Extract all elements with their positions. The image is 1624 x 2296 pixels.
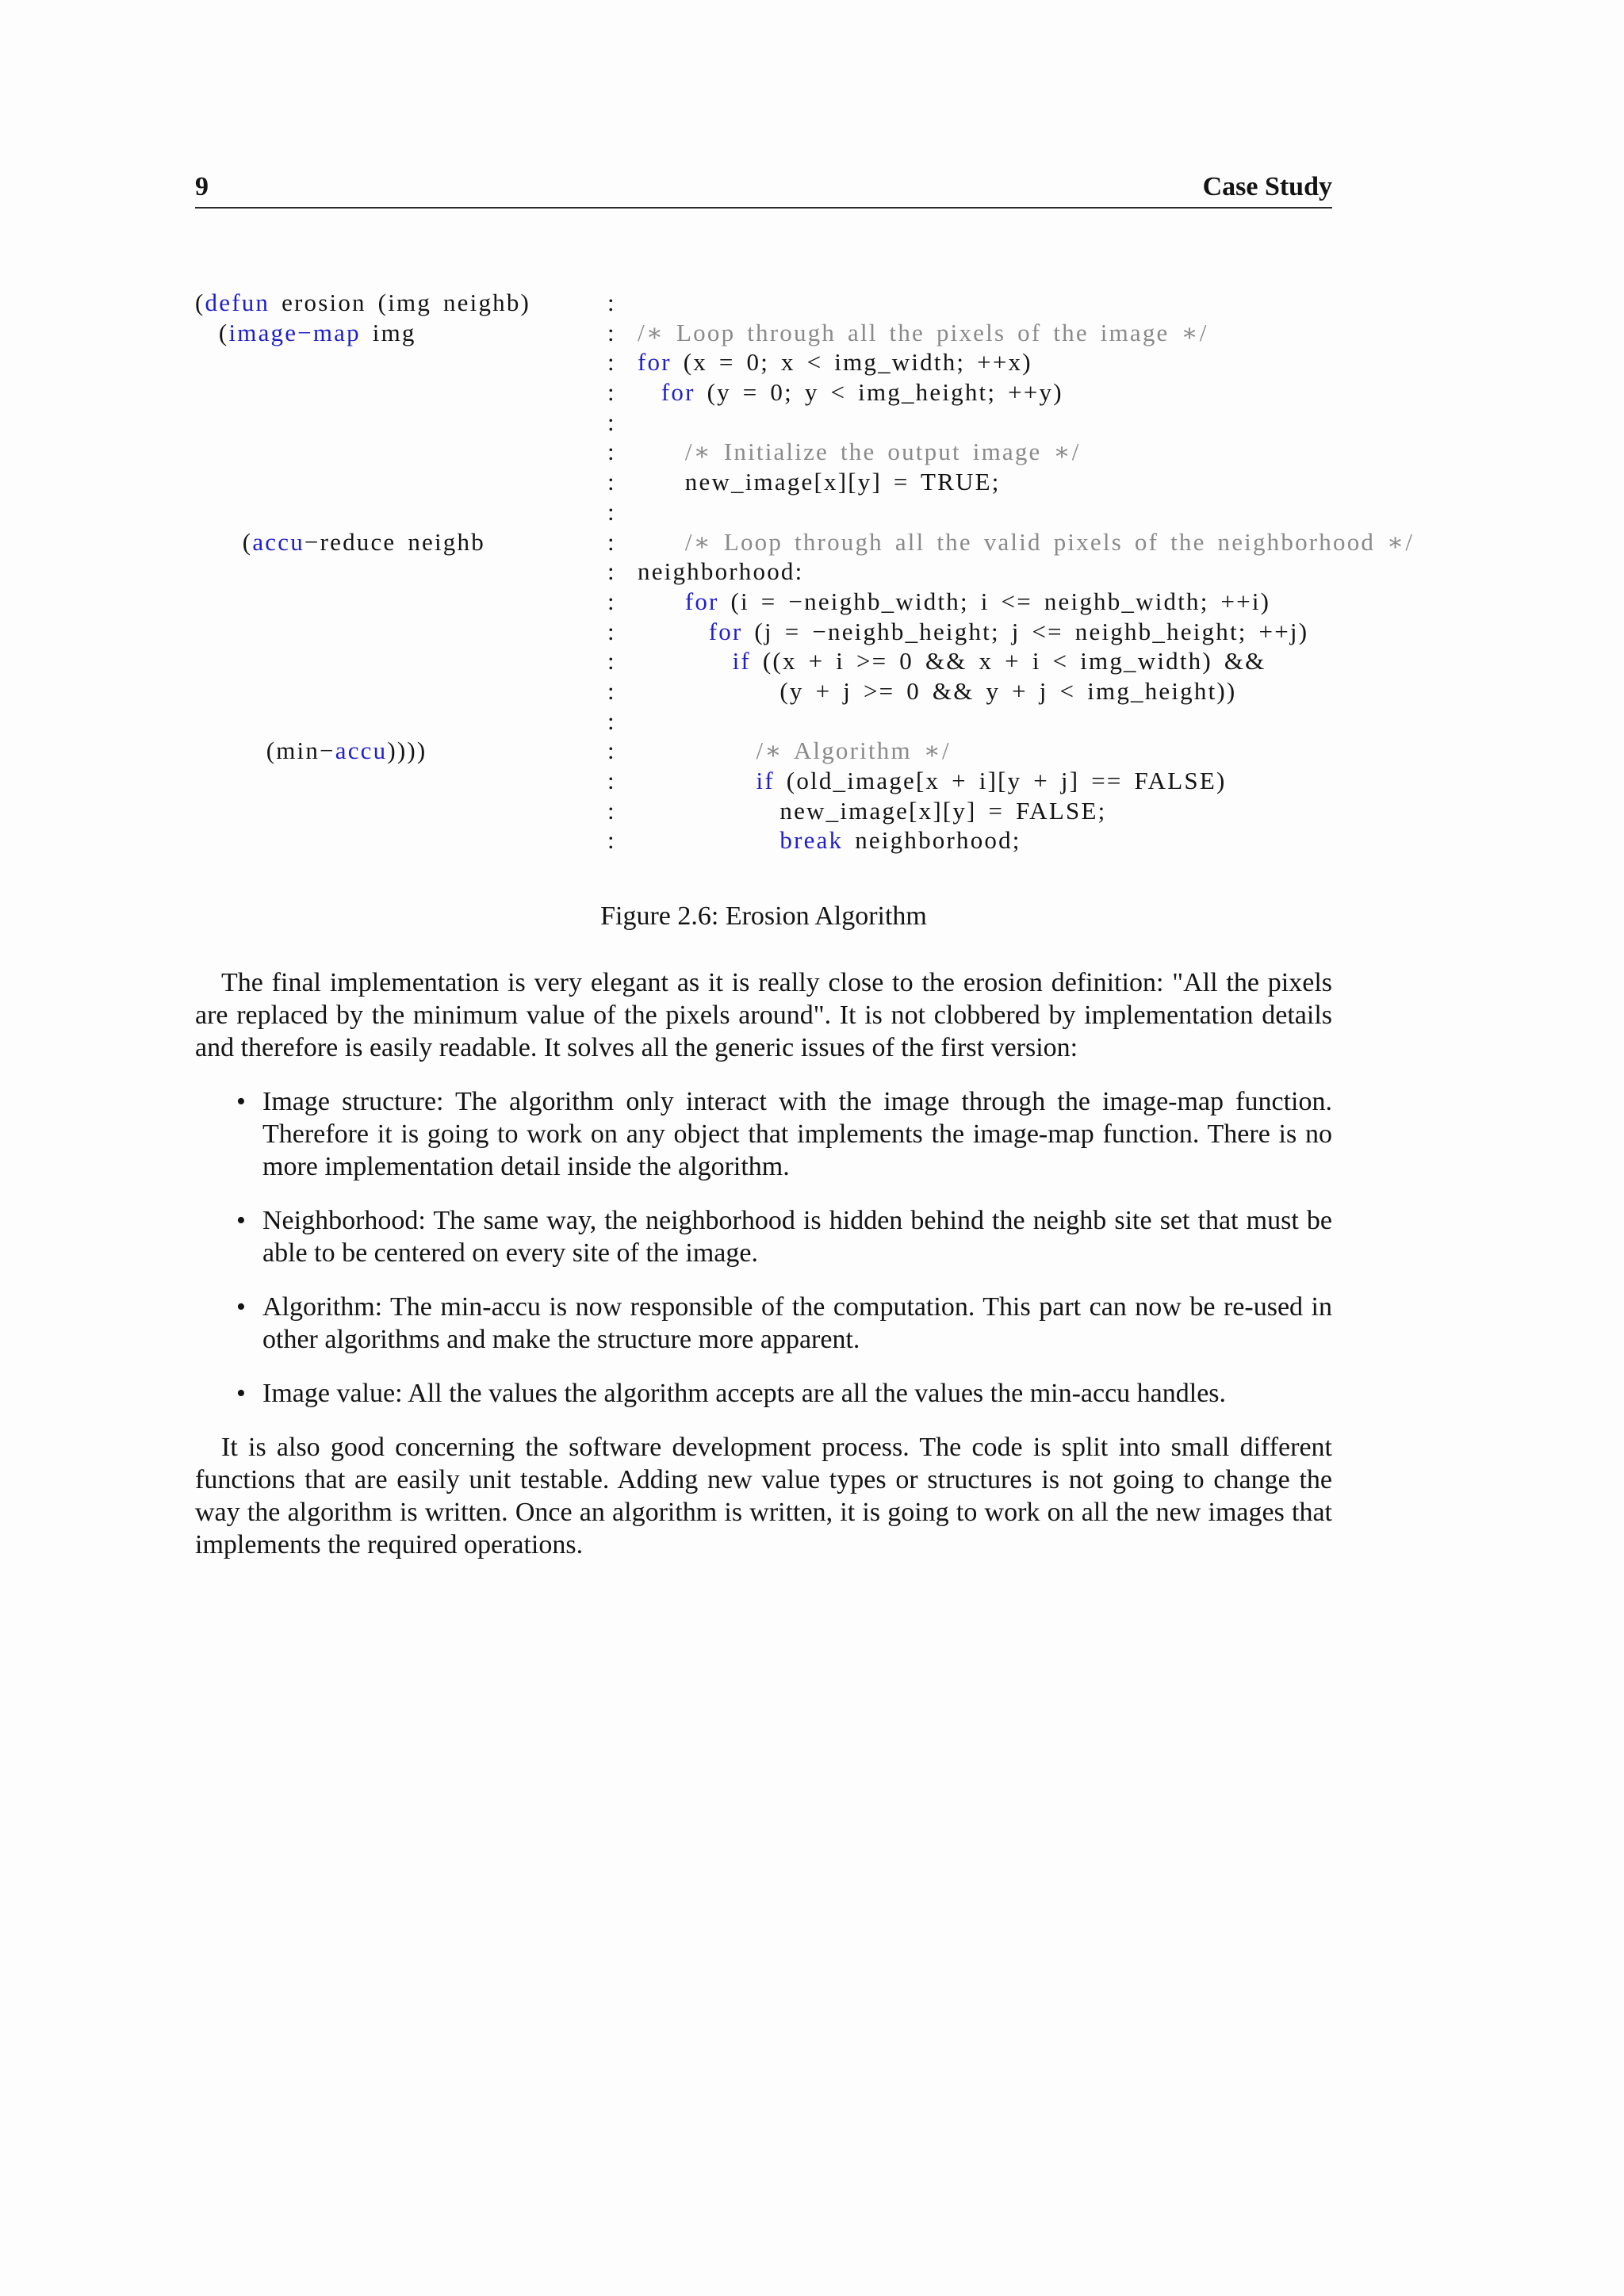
c-code: [638, 378, 1063, 407]
code-comment: /∗ Initialize the output image ∗/: [684, 438, 1081, 466]
column-separator: :: [607, 557, 616, 586]
column-separator: :: [607, 767, 616, 794]
lisp-code: [195, 289, 530, 317]
code-keyword: if: [732, 647, 751, 675]
code-line: [195, 438, 1591, 468]
column-separator: :: [607, 497, 616, 526]
code-token: (: [195, 289, 205, 316]
bullet-icon: •: [236, 1292, 246, 1322]
c-code: [638, 647, 1266, 675]
list-item: [195, 1085, 1332, 1183]
figure-caption: Figure 2.6: Erosion Algorithm: [600, 901, 927, 931]
code-token: (: [195, 527, 253, 556]
code-token: [638, 618, 709, 645]
code-token: img: [360, 318, 416, 346]
code-token: ((x + i >= 0 && x + i < img_width) &&: [750, 647, 1266, 675]
code-comment: /∗ Loop through all the valid pixels of the neighborhood ∗/: [684, 527, 1415, 556]
c-code: [638, 618, 1308, 646]
code-keyword: defun: [205, 289, 270, 316]
code-token: [638, 528, 685, 556]
code-line: [195, 677, 1591, 707]
column-separator: :: [607, 408, 616, 436]
code-line: [195, 348, 1591, 378]
code-keyword: accu: [335, 737, 388, 765]
column-separator: :: [607, 617, 616, 645]
code-line: [195, 647, 1591, 677]
code-keyword: for: [638, 348, 672, 377]
code-line: [195, 528, 1591, 558]
column-separator: :: [607, 737, 616, 765]
c-code: [638, 797, 1106, 825]
column-separator: :: [607, 318, 616, 346]
code-token: new_image[x][y] = TRUE;: [638, 468, 1001, 496]
list-item: [195, 1204, 1332, 1269]
code-line: [195, 319, 1591, 349]
body-text: [195, 966, 1332, 1561]
bullet-icon: •: [236, 1206, 246, 1235]
column-separator: :: [607, 348, 616, 377]
list-item: [195, 1377, 1332, 1410]
lisp-code: [195, 319, 416, 347]
paragraph: The final implementation is very elegant as it is really close to the erosion definition: "All the pixels are replaced by the minimum value of the pixels around". It is not clobbered by implementation details and therefore is easily readable. It solves all the generic issues of the first version:: [195, 968, 1332, 1062]
c-code: [638, 767, 1227, 795]
c-code: [638, 468, 1001, 496]
code-line: [195, 587, 1591, 618]
code-listing: [195, 289, 1591, 856]
code-token: [638, 378, 661, 406]
code-token: [638, 647, 733, 675]
column-separator: :: [607, 527, 616, 556]
code-token: [638, 587, 685, 615]
code-keyword: for: [661, 378, 695, 407]
code-comment: /∗ Loop through all the pixels of the image ∗/: [638, 318, 1208, 346]
c-code: [638, 557, 803, 586]
column-separator: :: [607, 378, 616, 407]
paragraph: It is also good concerning the software development process. The code is split into small different functions that are easily unit testable. Adding new value types or structures is not going to change the way the algorithm is written. Once an algorithm is written, it is going to work on all the new images that implements the required operations.: [195, 1433, 1332, 1559]
c-code: [638, 677, 1236, 706]
column-separator: :: [607, 587, 616, 615]
code-token: (: [195, 318, 229, 346]
code-line: [195, 378, 1591, 408]
page-number: 9: [195, 172, 209, 201]
code-keyword: for: [708, 617, 743, 645]
c-code: [638, 319, 1208, 347]
column-separator: :: [607, 289, 616, 316]
code-token: (i = −neighb_width; i <= neighb_width; ++i): [718, 587, 1271, 615]
lisp-code: [195, 737, 427, 765]
code-token: (old_image[x + i][y + j] == FALSE): [774, 767, 1227, 794]
code-token: (j = −neighb_height; j <= neighb_height; ++j): [742, 617, 1309, 645]
code-keyword: if: [756, 767, 775, 794]
bullet-icon: •: [236, 1379, 246, 1408]
c-code: [638, 528, 1414, 557]
section-title: Case Study: [1202, 172, 1332, 201]
code-line: [195, 767, 1591, 797]
c-code: [638, 737, 951, 765]
running-header: [195, 171, 1332, 209]
code-line: [195, 468, 1591, 498]
code-token: −reduce neighb: [304, 527, 485, 556]
code-line: [195, 826, 1591, 856]
list-item-text: Image value: All the values the algorithm accepts are all the values the min-accu handles.: [262, 1379, 1227, 1408]
code-token: neighborhood:: [638, 557, 804, 586]
list-item-text: Algorithm: The min-accu is now responsible of the computation. This part can now be re-used in other algorithms and make the structure more apparent.: [262, 1292, 1332, 1354]
code-line: [195, 707, 1591, 737]
code-token: erosion (img neighb): [270, 289, 531, 316]
code-token: )))): [387, 737, 427, 765]
lisp-code: [195, 528, 485, 557]
code-keyword: for: [684, 587, 719, 615]
code-keyword: accu: [252, 527, 304, 556]
c-code: [638, 826, 1021, 855]
column-separator: :: [607, 647, 616, 675]
code-token: new_image[x][y] = FALSE;: [638, 796, 1107, 825]
column-separator: :: [607, 796, 616, 825]
list-item-text: Neighborhood: The same way, the neighborhood is hidden behind the neighb site set that must be able to be centered on every site of the image.: [262, 1206, 1332, 1268]
code-line: [195, 557, 1591, 587]
code-token: neighborhood;: [843, 826, 1021, 855]
column-separator: :: [607, 438, 616, 466]
code-token: [638, 438, 685, 465]
code-token: [638, 826, 779, 854]
bullet-icon: •: [236, 1087, 246, 1116]
code-token: [638, 737, 756, 764]
code-keyword: break: [779, 826, 844, 855]
code-keyword: image−map: [228, 318, 361, 346]
c-code: [638, 348, 1032, 377]
c-code: [638, 587, 1270, 616]
code-line: [195, 618, 1591, 648]
list-item-text: Image structure: The algorithm only interact with the image through the image-map function. Therefore it is going to work on any object that implements the image-map function. There is no more implementation detail inside the algorithm.: [262, 1087, 1332, 1181]
code-token: [638, 767, 756, 794]
code-line: [195, 289, 1591, 319]
code-token: (y = 0; y < img_height; ++y): [695, 378, 1063, 407]
list-item: [195, 1291, 1332, 1356]
code-line: [195, 408, 1591, 438]
code-line: [195, 498, 1591, 528]
code-token: (y + j >= 0 && y + j < img_height)): [638, 676, 1237, 705]
column-separator: :: [607, 706, 616, 735]
code-line: [195, 737, 1591, 767]
code-token: (x = 0; x < img_width; ++x): [671, 348, 1032, 377]
c-code: [638, 438, 1081, 466]
code-comment: /∗ Algorithm ∗/: [756, 737, 951, 765]
code-line: [195, 797, 1591, 827]
column-separator: :: [607, 826, 616, 855]
bullet-list: [195, 1085, 1332, 1410]
column-separator: :: [607, 468, 616, 496]
column-separator: :: [607, 676, 616, 705]
code-token: (min−: [195, 737, 335, 765]
